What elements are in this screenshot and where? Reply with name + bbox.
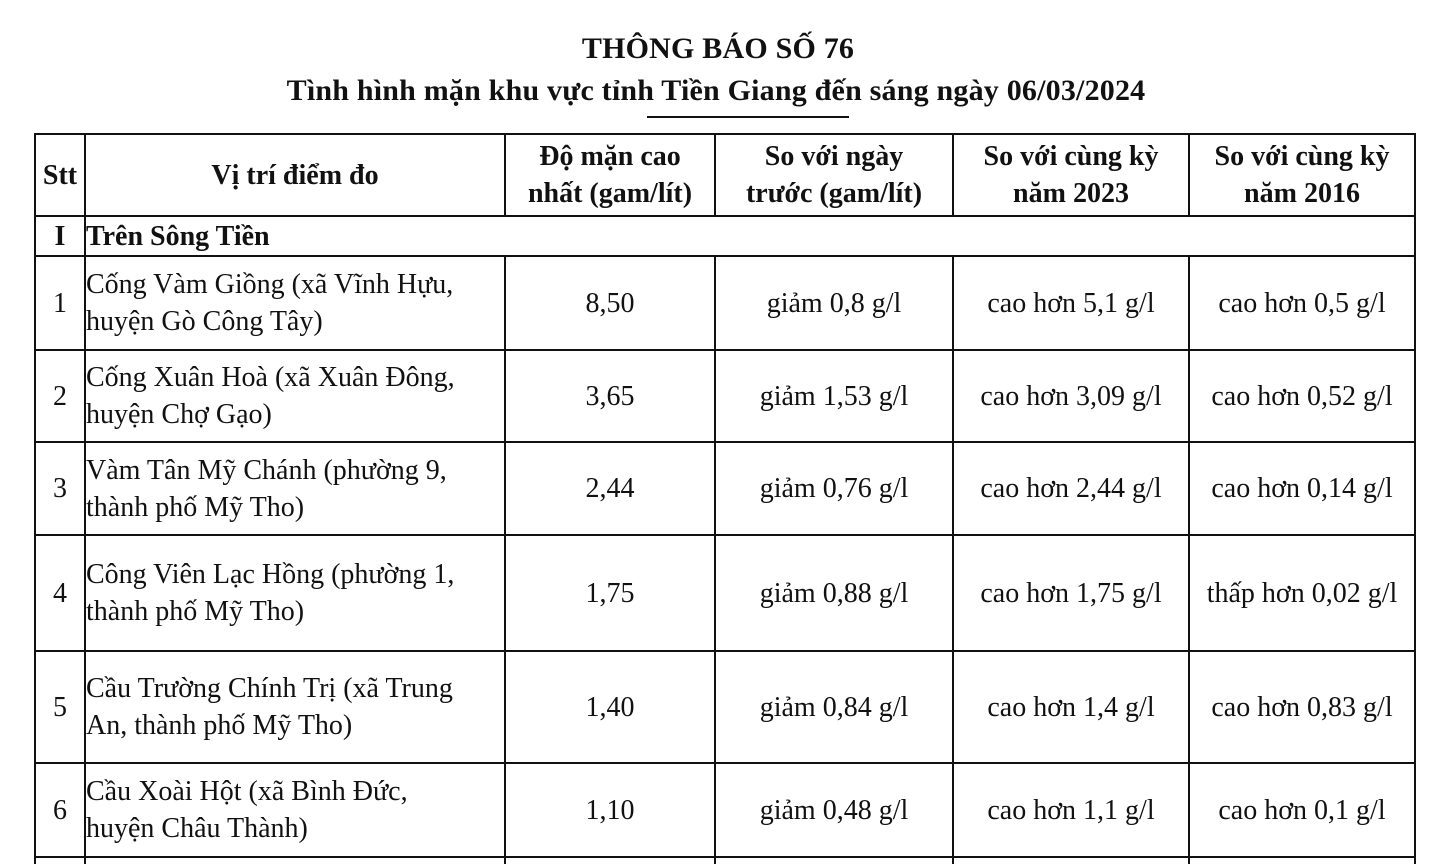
header-vs-previous-day <box>715 134 953 216</box>
table-row <box>35 350 1415 442</box>
row-vs-previous-day: giảm 0,48 g/l <box>715 763 953 857</box>
table-row <box>35 763 1415 857</box>
section-name: Trên Sông Tiền <box>85 216 1415 256</box>
row-vs-previous-day: giảm 0,84 g/l <box>715 651 953 763</box>
row-vs-previous-day: giảm 0,76 g/l <box>715 442 953 535</box>
row-location-line2: thành phố Mỹ Tho) <box>86 596 305 627</box>
header-location: Vị trí điểm đo <box>85 134 505 216</box>
row-stt: 5 <box>35 651 85 763</box>
row-vs-2023: cao hơn 1,4 g/l <box>953 651 1189 763</box>
section-row <box>35 216 1415 256</box>
header-max-line1: Độ mặn cao <box>539 141 681 172</box>
row-stt: 4 <box>35 535 85 651</box>
row-vs-2016: cao hơn 0,52 g/l <box>1189 350 1415 442</box>
row-vs-2016: thấp hơn 0,02 g/l <box>1189 535 1415 651</box>
row-max-salinity: 3,65 <box>505 350 715 442</box>
row-location-line2: huyện Chợ Gạo) <box>86 399 272 430</box>
row-max-salinity <box>505 857 715 864</box>
header-vs-2016 <box>1189 134 1415 216</box>
row-vs-2016 <box>1189 857 1415 864</box>
row-vs-previous-day <box>715 857 953 864</box>
row-vs-previous-day: giảm 0,88 g/l <box>715 535 953 651</box>
row-location-line1: Cầu Xoài Hột (xã Bình Đức, <box>86 776 408 807</box>
row-vs-2023: cao hơn 3,09 g/l <box>953 350 1189 442</box>
row-vs-previous-day: giảm 0,8 g/l <box>715 256 953 350</box>
row-location-line1: Công Viên Lạc Hồng (phường 1, <box>86 559 455 590</box>
row-max-salinity: 2,44 <box>505 442 715 535</box>
header-max-line2: nhất (gam/lít) <box>527 178 693 209</box>
row-vs-previous-day: giảm 1,53 g/l <box>715 350 953 442</box>
salinity-table <box>34 133 1416 864</box>
row-location <box>85 350 505 442</box>
row-max-salinity: 8,50 <box>505 256 715 350</box>
row-location <box>85 651 505 763</box>
table-row-partial <box>35 857 1415 864</box>
header-y2023-line2: năm 2023 <box>1013 178 1129 209</box>
row-location <box>85 256 505 350</box>
row-vs-2023: cao hơn 2,44 g/l <box>953 442 1189 535</box>
row-max-salinity: 1,40 <box>505 651 715 763</box>
row-max-salinity: 1,10 <box>505 763 715 857</box>
row-vs-2016: cao hơn 0,14 g/l <box>1189 442 1415 535</box>
row-max-salinity: 1,75 <box>505 535 715 651</box>
row-stt: 1 <box>35 256 85 350</box>
row-vs-2023: cao hơn 1,75 g/l <box>953 535 1189 651</box>
row-stt <box>35 857 85 864</box>
header-y2023-line1: So với cùng kỳ <box>983 141 1159 172</box>
row-stt: 2 <box>35 350 85 442</box>
row-location-line1: Cống Vàm Giồng (xã Vĩnh Hựu, <box>86 269 454 300</box>
row-location-line2: thành phố Mỹ Tho) <box>86 491 305 523</box>
document-title: THÔNG BÁO SỐ 76 <box>581 32 855 65</box>
row-vs-2016: cao hơn 0,1 g/l <box>1189 763 1415 857</box>
row-location-line1: Vàm Tân Mỹ Chánh (phường 9, <box>86 454 447 486</box>
row-stt: 6 <box>35 763 85 857</box>
table-row <box>35 651 1415 763</box>
row-location-line2: huyện Gò Công Tây) <box>86 306 323 337</box>
header-max-salinity <box>505 134 715 216</box>
row-location <box>85 763 505 857</box>
row-vs-2023 <box>953 857 1189 864</box>
table-row <box>35 256 1415 350</box>
header-stt: Stt <box>35 134 85 216</box>
row-location <box>85 535 505 651</box>
header-prev-line2: trước (gam/lít) <box>745 178 923 209</box>
row-location-line2: An, thành phố Mỹ Tho) <box>86 710 353 741</box>
header-y2016-line1: So với cùng kỳ <box>1214 141 1390 172</box>
section-number: I <box>35 216 85 256</box>
header-y2016-line2: năm 2016 <box>1244 178 1360 209</box>
row-location <box>85 442 505 535</box>
table-row <box>35 535 1415 651</box>
row-vs-2016: cao hơn 0,5 g/l <box>1189 256 1415 350</box>
row-location-line2: huyện Châu Thành) <box>86 813 308 844</box>
document-subtitle: Tình hình mặn khu vực tỉnh Tiền Giang đến sáng ngày 06/03/2024 <box>286 74 1146 107</box>
row-vs-2023: cao hơn 5,1 g/l <box>953 256 1189 350</box>
row-vs-2023: cao hơn 1,1 g/l <box>953 763 1189 857</box>
header-vs-2023 <box>953 134 1189 216</box>
row-location-line1: Cầu Trường Chính Trị (xã Trung <box>86 673 453 704</box>
row-vs-2016: cao hơn 0,83 g/l <box>1189 651 1415 763</box>
table-row <box>35 442 1415 535</box>
row-location <box>85 857 505 864</box>
table-header-row <box>35 134 1415 216</box>
row-stt: 3 <box>35 442 85 535</box>
row-location-line1: Cống Xuân Hoà (xã Xuân Đông, <box>86 362 455 393</box>
title-underline <box>647 116 849 118</box>
header-prev-line1: So với ngày <box>764 141 904 172</box>
